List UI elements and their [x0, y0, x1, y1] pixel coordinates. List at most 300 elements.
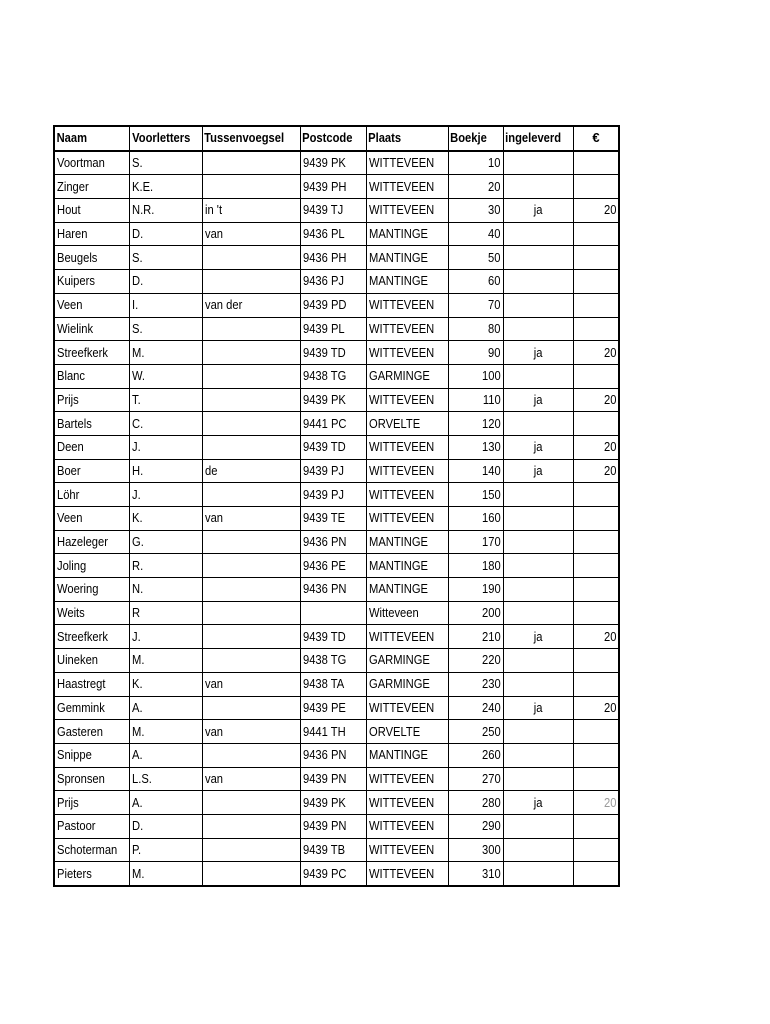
cell-text: GARMINGE	[368, 368, 430, 384]
cell-text: 20	[603, 462, 617, 478]
cell-voorletters	[130, 862, 203, 886]
cell-ingeleverd	[503, 696, 573, 720]
cell-postcode	[300, 222, 366, 246]
cell-text: 9439 PC	[302, 865, 347, 881]
cell-text: 10	[488, 155, 501, 171]
cell-text: R	[132, 605, 141, 621]
table-row	[54, 814, 619, 838]
cell-euro	[573, 388, 619, 412]
cell-text: 190	[482, 581, 501, 597]
cell-ingeleverd	[503, 483, 573, 507]
cell-tussenvoegsel	[202, 814, 300, 838]
cell-euro	[573, 293, 619, 317]
cell-postcode	[300, 270, 366, 294]
cell-boekje	[448, 270, 503, 294]
cell-euro	[573, 743, 619, 767]
cell-tussenvoegsel	[202, 317, 300, 341]
cell-ingeleverd	[503, 341, 573, 365]
cell-text: K.	[132, 510, 143, 526]
table-row	[54, 317, 619, 341]
table-row	[54, 388, 619, 412]
cell-plaats	[366, 151, 448, 175]
cell-boekje	[448, 530, 503, 554]
cell-postcode	[300, 838, 366, 862]
cell-voorletters	[130, 317, 203, 341]
cell-ingeleverd	[503, 625, 573, 649]
cell-text: Streefkerk	[57, 628, 108, 644]
header-naam: Naam	[54, 126, 119, 151]
header-boekje: Boekje	[448, 126, 495, 151]
cell-postcode	[300, 720, 366, 744]
cell-text: Löhr	[57, 486, 80, 502]
cell-postcode	[300, 814, 366, 838]
cell-text: 60	[488, 273, 501, 289]
cell-boekje	[448, 199, 503, 223]
cell-text: D.	[132, 273, 144, 289]
cell-ingeleverd	[503, 507, 573, 531]
cell-postcode	[300, 791, 366, 815]
cell-euro	[573, 530, 619, 554]
cell-text: 9439 TD	[302, 439, 346, 455]
cell-voorletters	[130, 199, 203, 223]
cell-boekje	[448, 554, 503, 578]
table-row	[54, 649, 619, 673]
cell-euro	[573, 317, 619, 341]
cell-plaats	[366, 743, 448, 767]
cell-ingeleverd	[503, 270, 573, 294]
cell-text: L.S.	[132, 770, 152, 786]
cell-voorletters	[130, 175, 203, 199]
table-row	[54, 507, 619, 531]
cell-text: van	[204, 226, 223, 242]
cell-text: 20	[603, 439, 617, 455]
cell-text: 9439 PN	[302, 770, 347, 786]
cell-text: MANTINGE	[368, 249, 428, 265]
cell-boekje	[448, 151, 503, 175]
cell-text: 20	[603, 391, 617, 407]
cell-tussenvoegsel	[202, 767, 300, 791]
cell-text: 200	[482, 605, 501, 621]
cell-euro	[573, 507, 619, 531]
cell-text: Witteveen	[368, 605, 419, 621]
cell-postcode	[300, 862, 366, 886]
cell-text: 30	[488, 202, 501, 218]
cell-naam	[54, 388, 130, 412]
cell-text: H.	[132, 462, 144, 478]
cell-text: 9441 TH	[302, 723, 346, 739]
cell-text: S.	[132, 249, 143, 265]
cell-text: 9438 TA	[302, 676, 344, 692]
cell-text: M.	[132, 723, 145, 739]
cell-naam	[54, 435, 130, 459]
cell-ingeleverd	[503, 743, 573, 767]
cell-text: 9436 PJ	[302, 273, 344, 289]
cell-euro	[573, 246, 619, 270]
cell-plaats	[366, 317, 448, 341]
cell-tussenvoegsel	[202, 649, 300, 673]
cell-text: van	[204, 676, 223, 692]
cell-text: K.E.	[132, 178, 154, 194]
header-tussenvoegsel: Tussenvoegsel	[202, 126, 286, 151]
cell-text: N.	[132, 581, 144, 597]
cell-postcode	[300, 459, 366, 483]
cell-text: ja	[533, 794, 543, 810]
cell-text: S.	[132, 155, 143, 171]
cell-postcode	[300, 743, 366, 767]
header-postcode: Postcode	[300, 126, 357, 151]
cell-plaats	[366, 625, 448, 649]
cell-text: Zinger	[57, 178, 89, 194]
table-row	[54, 151, 619, 175]
cell-euro	[573, 601, 619, 625]
cell-text: Wielink	[57, 320, 94, 336]
cell-tussenvoegsel	[202, 151, 300, 175]
cell-ingeleverd	[503, 246, 573, 270]
table-row	[54, 838, 619, 862]
cell-postcode	[300, 199, 366, 223]
cell-boekje	[448, 672, 503, 696]
cell-text: 20	[603, 628, 617, 644]
cell-text: Prijs	[57, 794, 79, 810]
cell-text: WITTEVEEN	[368, 462, 434, 478]
cell-tussenvoegsel	[202, 791, 300, 815]
member-table	[53, 125, 620, 887]
cell-text: Pieters	[57, 865, 92, 881]
cell-text: WITTEVEEN	[368, 297, 434, 313]
cell-text: Weits	[57, 605, 85, 621]
table-row	[54, 578, 619, 602]
table-row	[54, 222, 619, 246]
cell-text: 270	[482, 770, 501, 786]
cell-text: WITTEVEEN	[368, 178, 434, 194]
cell-text: Streefkerk	[57, 344, 108, 360]
table-row	[54, 483, 619, 507]
cell-tussenvoegsel	[202, 364, 300, 388]
cell-naam	[54, 554, 130, 578]
cell-boekje	[448, 483, 503, 507]
cell-text: van	[204, 723, 223, 739]
cell-tussenvoegsel	[202, 459, 300, 483]
cell-ingeleverd	[503, 862, 573, 886]
header-ingeleverd: ingeleverd	[503, 126, 563, 151]
cell-boekje	[448, 388, 503, 412]
cell-plaats	[366, 554, 448, 578]
cell-naam	[54, 601, 130, 625]
cell-boekje	[448, 412, 503, 436]
cell-text: 9439 PH	[302, 178, 347, 194]
cell-plaats	[366, 838, 448, 862]
cell-euro	[573, 767, 619, 791]
cell-boekje	[448, 838, 503, 862]
cell-plaats	[366, 459, 448, 483]
cell-text: 9439 PD	[302, 297, 347, 313]
cell-euro	[573, 364, 619, 388]
cell-tussenvoegsel	[202, 554, 300, 578]
cell-tussenvoegsel	[202, 530, 300, 554]
cell-euro	[573, 222, 619, 246]
cell-naam	[54, 483, 130, 507]
cell-postcode	[300, 507, 366, 531]
cell-text: I.	[132, 297, 139, 313]
cell-naam	[54, 317, 130, 341]
cell-plaats	[366, 530, 448, 554]
cell-postcode	[300, 341, 366, 365]
cell-naam	[54, 270, 130, 294]
cell-boekje	[448, 625, 503, 649]
cell-text: 9439 PE	[302, 699, 346, 715]
cell-naam	[54, 767, 130, 791]
table-row	[54, 175, 619, 199]
cell-text: Deen	[57, 439, 84, 455]
cell-text: 310	[482, 865, 501, 881]
cell-voorletters	[130, 341, 203, 365]
cell-text: Veen	[57, 297, 83, 313]
cell-text: 9441 PC	[302, 415, 347, 431]
cell-postcode	[300, 435, 366, 459]
cell-boekje	[448, 317, 503, 341]
cell-tussenvoegsel	[202, 246, 300, 270]
cell-text: P.	[132, 841, 142, 857]
cell-voorletters	[130, 412, 203, 436]
cell-text: 9436 PN	[302, 747, 347, 763]
cell-postcode	[300, 317, 366, 341]
cell-text: 9438 TG	[302, 368, 347, 384]
cell-text: 250	[482, 723, 501, 739]
cell-ingeleverd	[503, 175, 573, 199]
cell-text: ORVELTE	[368, 415, 420, 431]
cell-tussenvoegsel	[202, 270, 300, 294]
cell-naam	[54, 199, 130, 223]
cell-postcode	[300, 388, 366, 412]
cell-text: 9439 PJ	[302, 486, 344, 502]
cell-text: D.	[132, 818, 144, 834]
cell-text: 290	[482, 818, 501, 834]
cell-text: 9439 TD	[302, 628, 346, 644]
table-row	[54, 270, 619, 294]
cell-tussenvoegsel	[202, 199, 300, 223]
cell-naam	[54, 649, 130, 673]
cell-euro	[573, 696, 619, 720]
cell-text: 9439 PK	[302, 155, 346, 171]
cell-text: Gasteren	[57, 723, 103, 739]
cell-text: MANTINGE	[368, 226, 428, 242]
cell-plaats	[366, 435, 448, 459]
cell-text: WITTEVEEN	[368, 344, 434, 360]
cell-text: Veen	[57, 510, 83, 526]
cell-voorletters	[130, 743, 203, 767]
cell-voorletters	[130, 578, 203, 602]
cell-voorletters	[130, 720, 203, 744]
cell-euro	[573, 672, 619, 696]
cell-tussenvoegsel	[202, 293, 300, 317]
cell-text: ja	[533, 699, 543, 715]
cell-text: 300	[482, 841, 501, 857]
table-row	[54, 364, 619, 388]
cell-naam	[54, 814, 130, 838]
cell-postcode	[300, 175, 366, 199]
cell-voorletters	[130, 838, 203, 862]
cell-text: 40	[488, 226, 501, 242]
cell-text: 230	[482, 676, 501, 692]
cell-boekje	[448, 507, 503, 531]
cell-euro	[573, 649, 619, 673]
cell-euro	[573, 199, 619, 223]
cell-text: WITTEVEEN	[368, 770, 434, 786]
cell-tussenvoegsel	[202, 483, 300, 507]
cell-euro	[573, 720, 619, 744]
cell-text: Uineken	[57, 652, 99, 668]
cell-text: 20	[488, 178, 501, 194]
cell-boekje	[448, 791, 503, 815]
cell-text: van	[204, 510, 223, 526]
table-row	[54, 672, 619, 696]
cell-plaats	[366, 483, 448, 507]
cell-postcode	[300, 364, 366, 388]
cell-text: A.	[132, 794, 143, 810]
cell-text: GARMINGE	[368, 676, 430, 692]
cell-text: N.R.	[132, 202, 155, 218]
cell-voorletters	[130, 649, 203, 673]
cell-text: WITTEVEEN	[368, 628, 434, 644]
cell-boekje	[448, 341, 503, 365]
cell-plaats	[366, 814, 448, 838]
header-plaats: Plaats	[366, 126, 437, 151]
cell-text: 9438 TG	[302, 652, 347, 668]
cell-boekje	[448, 459, 503, 483]
cell-naam	[54, 838, 130, 862]
cell-text: 260	[482, 747, 501, 763]
cell-ingeleverd	[503, 814, 573, 838]
header-row	[54, 126, 619, 151]
cell-ingeleverd	[503, 293, 573, 317]
cell-text: 240	[482, 699, 501, 715]
cell-boekje	[448, 649, 503, 673]
cell-text: C.	[132, 415, 144, 431]
cell-boekje	[448, 246, 503, 270]
cell-voorletters	[130, 767, 203, 791]
cell-naam	[54, 222, 130, 246]
cell-text: G.	[132, 534, 144, 550]
cell-postcode	[300, 601, 366, 625]
cell-voorletters	[130, 364, 203, 388]
cell-tussenvoegsel	[202, 412, 300, 436]
cell-text: A.	[132, 699, 143, 715]
cell-text: WITTEVEEN	[368, 155, 434, 171]
cell-postcode	[300, 483, 366, 507]
cell-postcode	[300, 293, 366, 317]
cell-text: Haastregt	[57, 676, 106, 692]
cell-text: 280	[482, 794, 501, 810]
cell-naam	[54, 412, 130, 436]
cell-postcode	[300, 696, 366, 720]
cell-text: 140	[482, 462, 501, 478]
cell-text: Voortman	[57, 155, 105, 171]
table-row	[54, 530, 619, 554]
cell-plaats	[366, 412, 448, 436]
header-voorletters: Voorletters	[130, 126, 192, 151]
cell-text: 9436 PL	[302, 226, 345, 242]
cell-text: 50	[488, 249, 501, 265]
table-row	[54, 862, 619, 886]
cell-euro	[573, 435, 619, 459]
cell-voorletters	[130, 791, 203, 815]
cell-text: 120	[482, 415, 501, 431]
cell-text: Pastoor	[57, 818, 96, 834]
cell-postcode	[300, 672, 366, 696]
table-row	[54, 459, 619, 483]
cell-ingeleverd	[503, 578, 573, 602]
cell-boekje	[448, 364, 503, 388]
cell-text: 9439 TE	[302, 510, 345, 526]
cell-text: Bartels	[57, 415, 92, 431]
cell-plaats	[366, 270, 448, 294]
cell-text: 9436 PH	[302, 249, 347, 265]
cell-naam	[54, 459, 130, 483]
cell-ingeleverd	[503, 649, 573, 673]
cell-text: ja	[533, 439, 543, 455]
cell-text: WITTEVEEN	[368, 510, 434, 526]
cell-voorletters	[130, 293, 203, 317]
cell-ingeleverd	[503, 151, 573, 175]
cell-text: J.	[132, 628, 141, 644]
cell-voorletters	[130, 507, 203, 531]
cell-text: R.	[132, 557, 144, 573]
cell-text: Gemmink	[57, 699, 105, 715]
cell-text: S.	[132, 320, 143, 336]
cell-text: J.	[132, 486, 141, 502]
table-row	[54, 554, 619, 578]
cell-euro	[573, 151, 619, 175]
cell-text: Woering	[57, 581, 99, 597]
cell-text: WITTEVEEN	[368, 202, 434, 218]
cell-text: in 't	[204, 202, 222, 218]
cell-euro	[573, 270, 619, 294]
cell-text: 9439 PK	[302, 794, 346, 810]
cell-text: 9436 PN	[302, 534, 347, 550]
cell-naam	[54, 341, 130, 365]
cell-tussenvoegsel	[202, 625, 300, 649]
cell-postcode	[300, 530, 366, 554]
cell-text: Boer	[57, 462, 81, 478]
cell-euro	[573, 483, 619, 507]
cell-text: WITTEVEEN	[368, 794, 434, 810]
cell-tussenvoegsel	[202, 222, 300, 246]
cell-tussenvoegsel	[202, 341, 300, 365]
cell-boekje	[448, 601, 503, 625]
cell-plaats	[366, 507, 448, 531]
cell-voorletters	[130, 483, 203, 507]
cell-text: 20	[603, 699, 617, 715]
cell-euro	[573, 862, 619, 886]
cell-text: 80	[488, 320, 501, 336]
table-row	[54, 412, 619, 436]
cell-postcode	[300, 578, 366, 602]
cell-euro	[573, 554, 619, 578]
cell-naam	[54, 507, 130, 531]
cell-boekje	[448, 578, 503, 602]
cell-text: Joling	[57, 557, 87, 573]
cell-voorletters	[130, 435, 203, 459]
cell-text: MANTINGE	[368, 273, 428, 289]
cell-naam	[54, 625, 130, 649]
cell-ingeleverd	[503, 199, 573, 223]
table-row	[54, 341, 619, 365]
cell-voorletters	[130, 246, 203, 270]
cell-tussenvoegsel	[202, 743, 300, 767]
cell-text: WITTEVEEN	[368, 818, 434, 834]
cell-voorletters	[130, 530, 203, 554]
cell-euro	[573, 412, 619, 436]
